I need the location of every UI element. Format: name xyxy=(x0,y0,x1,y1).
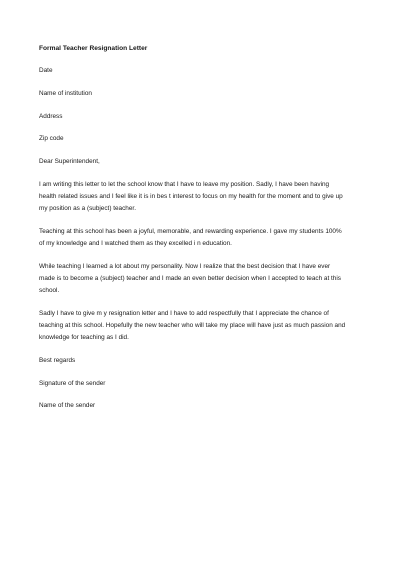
paragraph-2 xyxy=(39,226,369,250)
paragraph-line: teaching at this school. Hopefully the new teacher who will take my place will have just as much passion and xyxy=(39,322,346,330)
letter-body xyxy=(39,43,369,423)
signature-line: Signature of the sender xyxy=(39,379,106,387)
sender-name-line: Name of the sender xyxy=(39,402,96,410)
date-line: Date xyxy=(39,67,53,75)
paragraph-line: my position as a (subject) teacher. xyxy=(39,205,136,213)
paragraph-line: Sadly I have to give m y resignation letter and I have to add respectfully that I appreciate the chance of xyxy=(39,309,329,317)
salutation: Dear Superintendent, xyxy=(39,158,100,166)
paragraph-3 xyxy=(39,261,369,298)
zip-line: Zip code xyxy=(39,135,64,143)
institution-line: Name of institution xyxy=(39,89,92,97)
paragraph-1 xyxy=(39,179,369,216)
paragraph-line: knowledge for teaching as I did. xyxy=(39,334,129,342)
paragraph-line: health related issues and I feel like it is in bes t interest to focus on my health for the moment and to give up xyxy=(39,192,343,200)
paragraph-line: of my knowledge and I watched them as they excelled i n education. xyxy=(39,240,232,248)
paragraph-4 xyxy=(39,308,369,345)
closing: Best regards xyxy=(39,356,76,364)
paragraph-line: made is to become a (subject) teacher and I made an even better decision when I accepted to teach at this xyxy=(39,274,341,282)
paragraph-line: I am writing this letter to let the school know that I have to leave my position. Sadly, I have been having xyxy=(39,180,330,188)
paragraph-line: While teaching I learned a lot about my personality. Now I realize that the best decision that I have ever xyxy=(39,262,331,270)
address-line: Address xyxy=(39,112,63,120)
letter-title: Formal Teacher Resignation Letter xyxy=(39,45,148,52)
paragraph-line: school. xyxy=(39,287,60,295)
paragraph-line: Teaching at this school has been a joyful, memorable, and rewarding experience. I gave my students 100% xyxy=(39,227,342,235)
